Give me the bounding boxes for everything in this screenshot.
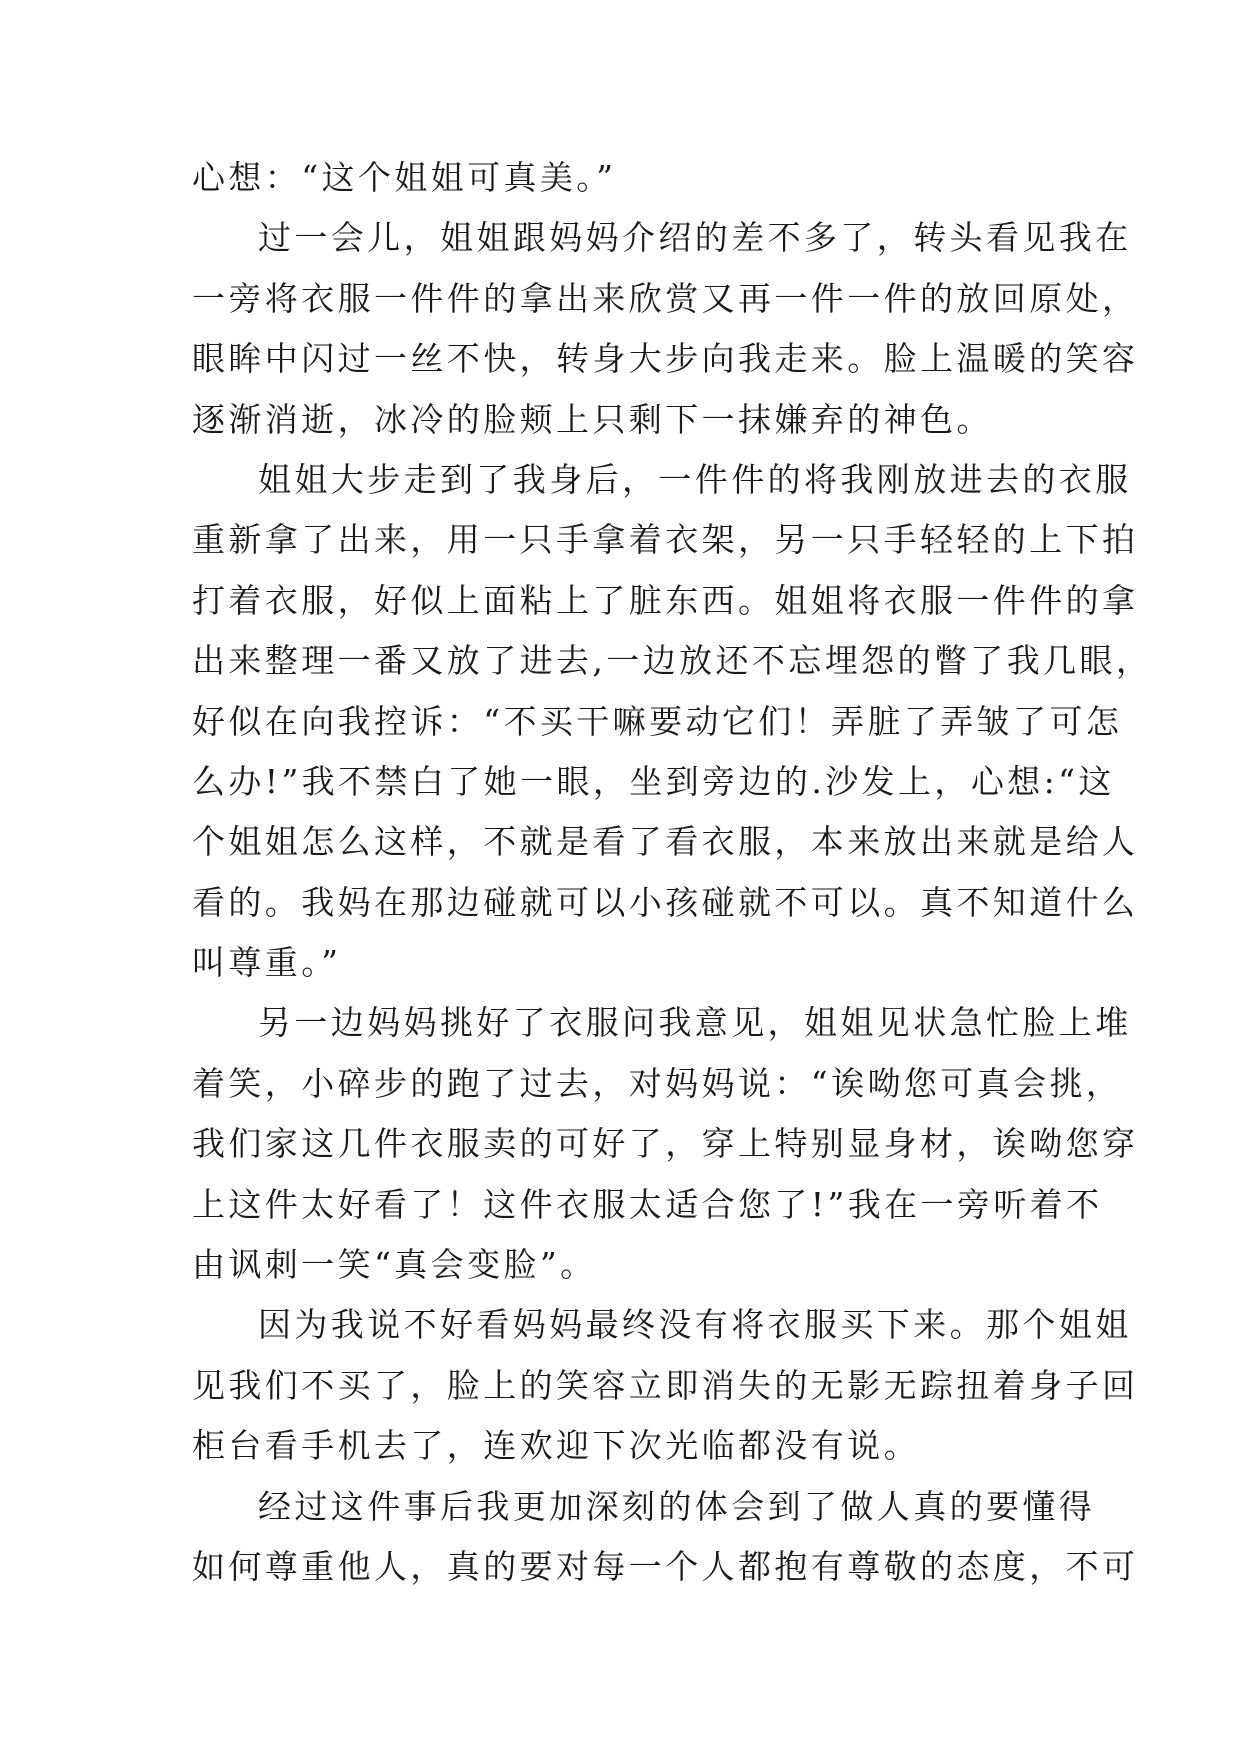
- text-line: 由讽刺一笑“真会变脸”。: [192, 1245, 597, 1285]
- text-line: 个姐姐怎么这样，不就是看了看衣服，本来放出来就是给人: [192, 822, 1139, 862]
- text-line: 逐渐消逝，冰冷的脸颊上只剩下一抹嫌弃的神色。: [192, 399, 993, 439]
- body-text: [192, 148, 1153, 1597]
- text-line: 么办!”我不禁白了她一眼，坐到旁边的.沙发上，心想:“这: [192, 761, 1115, 801]
- text-line: 如何尊重他人，真的要对每一个人都抱有尊敬的态度，不可: [192, 1546, 1139, 1586]
- text-line: 柜台看手机去了，连欢迎下次光临都没有说。: [192, 1426, 920, 1466]
- text-line: 出来整理一番又放了进去,一边放还不忘埋怨的瞥了我几眼，: [192, 641, 1153, 681]
- paragraph-start-line: 另一边妈妈挑好了衣服问我意见，姐姐见状急忙脸上堆: [258, 1003, 1132, 1043]
- text-line: 我们家这几件衣服卖的可好了，穿上特别显身材，诶呦您穿: [192, 1124, 1139, 1164]
- text-line: 心想：“这个姐姐可真美。”: [192, 158, 617, 197]
- text-line: 叫尊重。”: [192, 943, 342, 983]
- text-line: 着笑，小碎步的跑了过去，对妈妈说：“诶呦您可真会挑，: [192, 1063, 1123, 1103]
- paragraph-start-line: 姐姐大步走到了我身后，一件件的将我刚放进去的衣服: [258, 459, 1132, 499]
- text-line: 上这件太好看了！这件衣服太适合您了!”我在一旁听着不: [192, 1184, 1103, 1224]
- paragraph-start-line: 过一会儿，姐姐跟妈妈介绍的差不多了，转头看见我在: [258, 218, 1132, 258]
- text-line: 重新拿了出来，用一只手拿着衣架，另一只手轻轻的上下拍: [192, 520, 1139, 560]
- paragraph-start-line: 因为我说不好看妈妈最终没有将衣服买下来。那个姐姐: [258, 1305, 1132, 1345]
- text-line: 眼眸中闪过一丝不快，转身大步向我走来。脸上温暖的笑容: [192, 339, 1139, 379]
- text-line: 看的。我妈在那边碰就可以小孩碰就不可以。真不知道什么: [192, 882, 1139, 922]
- paragraph-start-line: 经过这件事后我更加深刻的体会到了做人真的要懂得: [258, 1486, 1096, 1526]
- text-line: 一旁将衣服一件件的拿出来欣赏又再一件一件的放回原处，: [192, 278, 1139, 318]
- text-line: 见我们不买了，脸上的笑容立即消失的无影无踪扭着身子回: [192, 1365, 1139, 1405]
- text-line: 好似在向我控诉：“不买干嘛要动它们！弄脏了弄皱了可怎: [192, 701, 1123, 741]
- text-line: 打着衣服，好似上面粘上了脏东西。姐姐将衣服一件件的拿: [192, 580, 1139, 620]
